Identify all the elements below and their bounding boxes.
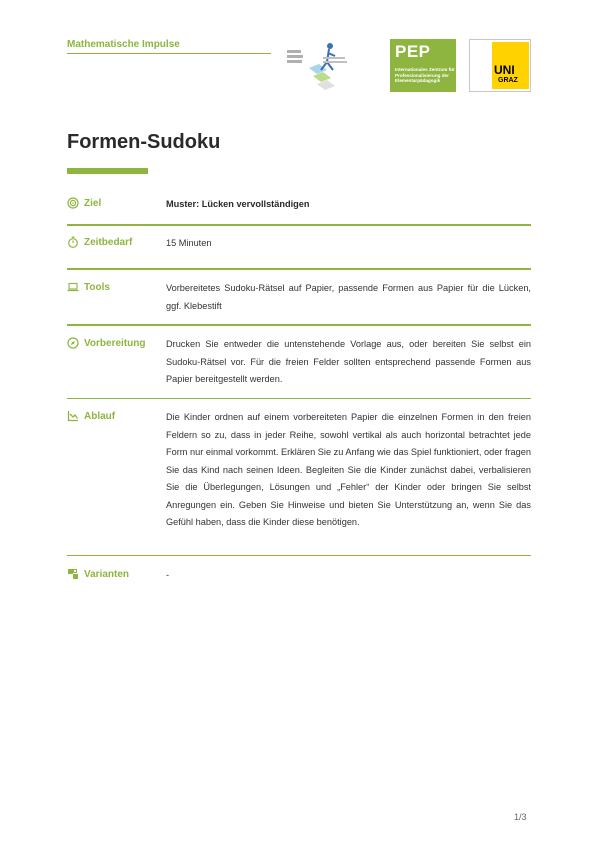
label-zeitbedarf [67, 236, 132, 248]
pep-logo-subtext: Internationales Zentrum für Professionalisierung der Elementarpädagogik [395, 67, 455, 84]
text-ablauf: Die Kinder ordnen auf einem vorbereiteten Papier die einzelnen Formen in den freien Feldern so zu, dass in jeder Reihe, sowohl vertikal als auch horizontal betrachtet jede Form nur einmal vorkommt. Erklären Sie zu Anfang wie das Spiel funktioniert, oder fragen Sie das Kind nach seinen Ideen. Begleiten Sie die Kinder zunächst dabei, verbalisieren Sie die Überlegungen, Lösungen und „Fehler“ der Kinder oder bringen Sie selbst Anregungen ein. Geben Sie Hinweise und bieten Sie Unterstützung an, wenn Sie das Gefühl haben, dass die Kinder diese benötigen. [166, 412, 531, 527]
text-vorbereitung: Drucken Sie entweder die untenstehende Vorlage aus, oder bereiten Sie selbst ein Sudoku-Rätsel vor. Für die freien Felder sollten entsprechend passende Formen aus Papier bereitgestellt werden. [166, 339, 531, 384]
label-varianten [67, 568, 129, 580]
title-accent-bar [67, 168, 148, 174]
divider [67, 555, 531, 556]
label-tools [67, 281, 110, 293]
label-ziel [67, 197, 101, 209]
series-title: Mathematische Impulse [67, 39, 180, 50]
label-ziel-text: Ziel [84, 197, 102, 209]
text-varianten: - [166, 570, 170, 580]
label-tools-text: Tools [84, 281, 110, 293]
page-number: 1/3 [514, 812, 527, 822]
stopwatch-icon [67, 236, 79, 248]
uni-graz-logo [469, 39, 531, 92]
uni-logo-text: UNI [494, 63, 515, 77]
divider [67, 398, 531, 399]
label-varianten-text: Varianten [84, 568, 130, 580]
variants-icon [67, 568, 79, 580]
series-rule [67, 53, 271, 54]
compass-icon [67, 337, 79, 349]
divider [67, 324, 531, 326]
text-zeitbedarf: 15 Minuten [166, 238, 212, 248]
project-logo [283, 40, 355, 92]
text-ziel: Muster: Lücken vervollständigen [166, 199, 310, 209]
page-title: Formen-Sudoku [67, 131, 221, 153]
divider [67, 268, 531, 270]
target-icon [67, 197, 79, 209]
label-vorbereitung [67, 337, 145, 349]
pep-logo-text: PEP [395, 42, 431, 61]
label-zeitbedarf-text: Zeitbedarf [84, 236, 133, 248]
label-ablauf-text: Ablauf [84, 410, 116, 422]
divider [67, 224, 531, 226]
laptop-icon [67, 281, 79, 293]
label-vorbereitung-text: Vorbereitung [84, 337, 146, 349]
uni-logo-subtext: GRAZ [498, 77, 518, 84]
pep-logo [390, 39, 456, 92]
label-ablauf [67, 410, 115, 422]
chart-icon [67, 410, 79, 422]
text-tools: Vorbereitetes Sudoku-Rätsel auf Papier, passende Formen aus Papier für die Lücken, ggf. Klebestift [166, 283, 531, 311]
